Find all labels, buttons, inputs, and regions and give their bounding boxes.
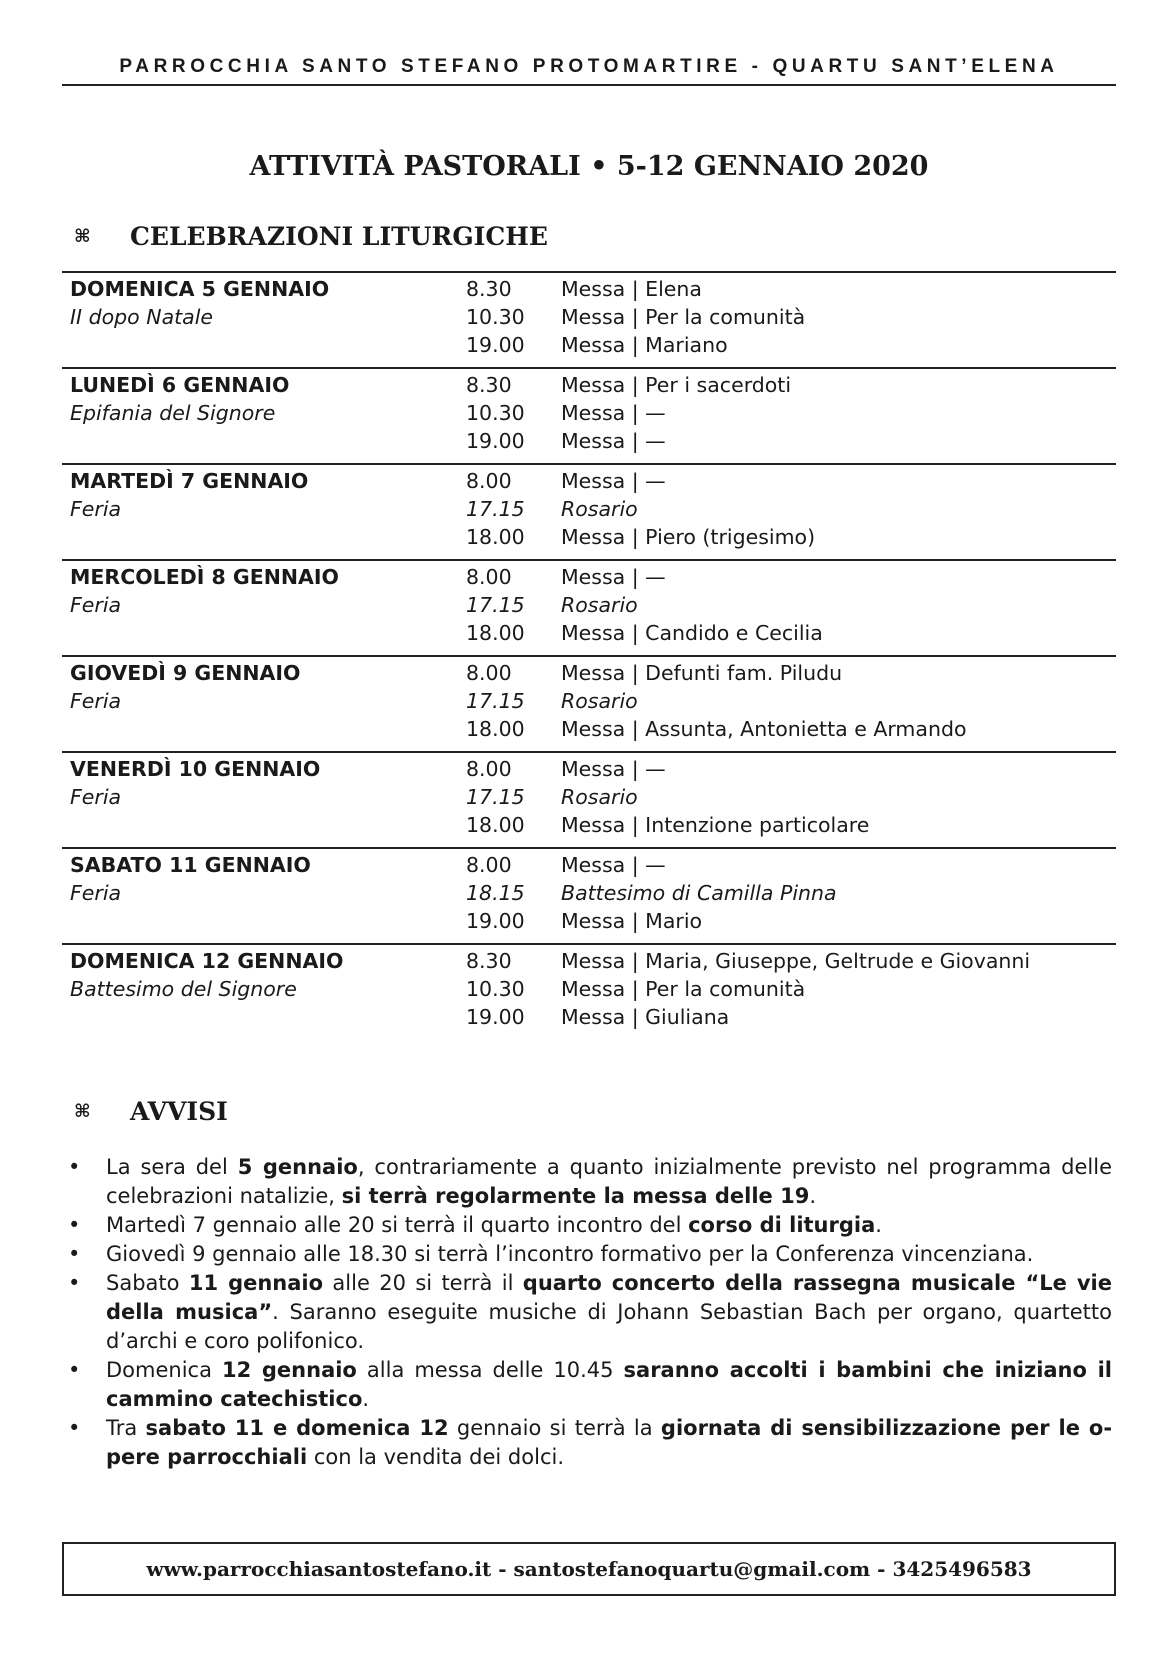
section-heading-celebrations xyxy=(62,222,1116,251)
bullet-icon: • xyxy=(68,1358,81,1382)
notice-text: La sera del xyxy=(106,1155,238,1179)
day-subtitle: Epifania del Signore xyxy=(70,401,276,425)
day-label xyxy=(62,947,466,1031)
event-column xyxy=(561,371,1116,455)
day-subtitle: Feria xyxy=(70,593,122,617)
event-description: Battesimo di Camilla Pinna xyxy=(561,881,837,905)
section-marker-icon: ⌘ xyxy=(74,1101,91,1122)
event-time: 8.00 xyxy=(466,757,512,781)
day-label xyxy=(62,755,466,839)
event-description: Messa | Defunti fam. Piludu xyxy=(561,661,843,685)
event-time: 17.15 xyxy=(466,593,525,617)
notice-text: alle 20 si terrà il xyxy=(323,1271,523,1295)
event-time: 19.00 xyxy=(466,909,525,933)
notice-emphasis: 5 gennaio xyxy=(237,1155,358,1179)
notice-text: Giovedì 9 gennaio alle 18.30 si terrà l’incontro formativo per la Conferenza vincenziana. xyxy=(106,1242,1034,1266)
event-time: 18.00 xyxy=(466,621,525,645)
event-description: Messa | — xyxy=(561,401,666,425)
day-label xyxy=(62,851,466,935)
day-name: GIOVEDÌ 9 GENNAIO xyxy=(70,661,301,685)
event-description: Rosario xyxy=(561,785,638,809)
section-heading-notices xyxy=(62,1097,1116,1126)
day-name: MERCOLEDÌ 8 GENNAIO xyxy=(70,565,339,589)
notice-emphasis: quarto concerto della rassegna musicale “Le vie della musica” xyxy=(106,1271,1112,1324)
notice-text: , contrariamente a quanto inizialmente previsto nel programma delle celebrazioni natalizie, xyxy=(106,1155,1112,1208)
schedule-day xyxy=(62,367,1116,463)
event-description: Messa | Piero (trigesimo) xyxy=(561,525,816,549)
notice-item xyxy=(62,1240,1116,1269)
bullet-icon: • xyxy=(68,1155,81,1179)
event-column xyxy=(561,755,1116,839)
event-time: 10.30 xyxy=(466,305,525,329)
event-description: Messa | Candido e Cecilia xyxy=(561,621,823,645)
notice-emphasis: 12 gennaio xyxy=(222,1358,357,1382)
day-subtitle: II dopo Natale xyxy=(70,305,214,329)
notice-text: Sabato xyxy=(106,1271,189,1295)
notice-item xyxy=(62,1414,1116,1472)
event-time: 8.00 xyxy=(466,853,512,877)
event-time: 17.15 xyxy=(466,497,525,521)
bullet-icon: • xyxy=(68,1271,81,1295)
day-name: VENERDÌ 10 GENNAIO xyxy=(70,757,321,781)
event-column xyxy=(561,467,1116,551)
event-time: 19.00 xyxy=(466,333,525,357)
parish-header: PARROCCHIA SANTO STEFANO PROTOMARTIRE - QUARTU SANT’ELENA xyxy=(62,56,1116,86)
notice-item xyxy=(62,1269,1116,1356)
section-marker-icon: ⌘ xyxy=(74,226,91,247)
event-column xyxy=(561,851,1116,935)
event-time: 18.00 xyxy=(466,525,525,549)
notice-text: Tra xyxy=(106,1416,146,1440)
day-subtitle: Feria xyxy=(70,785,122,809)
bullet-icon: • xyxy=(68,1242,81,1266)
bulletin-page xyxy=(62,0,1116,1654)
notice-text: . xyxy=(362,1387,370,1411)
event-time: 10.30 xyxy=(466,977,525,1001)
event-description: Messa | Mariano xyxy=(561,333,728,357)
event-time: 8.30 xyxy=(466,277,512,301)
notice-emphasis: sabato 11 e domenica 12 xyxy=(145,1416,449,1440)
notice-emphasis: giornata di sensibilizzazione per le opere parrocchiali xyxy=(106,1416,1113,1469)
event-time: 19.00 xyxy=(466,1005,525,1029)
notice-text: . xyxy=(875,1213,882,1237)
schedule-day xyxy=(62,847,1116,943)
event-description: Messa | — xyxy=(561,853,666,877)
event-description: Rosario xyxy=(561,689,638,713)
notice-emphasis: corso di liturgia xyxy=(688,1213,876,1237)
day-name: LUNEDÌ 6 GENNAIO xyxy=(70,373,290,397)
contact-footer: www.parrocchiasantostefano.it - santostefanoquartu@gmail.com - 3425496583 xyxy=(62,1542,1116,1596)
day-label xyxy=(62,467,466,551)
notice-emphasis: 11 gennaio xyxy=(188,1271,324,1295)
bullet-icon: • xyxy=(68,1213,81,1237)
page-title: ATTIVITÀ PASTORALI • 5-12 GENNAIO 2020 xyxy=(249,151,929,182)
event-time: 17.15 xyxy=(466,785,525,809)
notice-text: alla messa delle 10.45 xyxy=(356,1358,624,1382)
event-description: Messa | Elena xyxy=(561,277,702,301)
event-description: Messa | Per la comunità xyxy=(561,305,806,329)
celebrations-schedule xyxy=(62,271,1116,1039)
notice-item xyxy=(62,1211,1116,1240)
section-title: AVVISI xyxy=(130,1097,228,1126)
event-time: 17.15 xyxy=(466,689,525,713)
day-subtitle: Battesimo del Signore xyxy=(70,977,297,1001)
schedule-day xyxy=(62,559,1116,655)
event-column xyxy=(561,275,1116,359)
time-column xyxy=(466,467,561,551)
notice-emphasis: saranno accolti i bambini che iniziano il cammino catechistico xyxy=(106,1358,1113,1411)
time-column xyxy=(466,851,561,935)
event-description: Messa | — xyxy=(561,757,666,781)
day-subtitle: Feria xyxy=(70,497,122,521)
event-description: Messa | — xyxy=(561,429,666,453)
event-time: 8.30 xyxy=(466,949,512,973)
event-description: Messa | Giuliana xyxy=(561,1005,730,1029)
notice-text: gennaio si terrà la xyxy=(448,1416,661,1440)
day-label xyxy=(62,275,466,359)
notices-list xyxy=(62,1153,1116,1472)
notice-text: Domenica xyxy=(106,1358,222,1382)
event-description: Messa | — xyxy=(561,469,666,493)
time-column xyxy=(466,755,561,839)
event-column xyxy=(561,659,1116,743)
notice-text: con la vendita dei dolci. xyxy=(307,1445,565,1469)
time-column xyxy=(466,659,561,743)
time-column xyxy=(466,563,561,647)
event-description: Rosario xyxy=(561,497,638,521)
notice-text: Martedì 7 gennaio alle 20 si terrà il quarto incontro del xyxy=(106,1213,689,1237)
notice-item xyxy=(62,1356,1116,1414)
day-name: DOMENICA 5 GENNAIO xyxy=(70,277,330,301)
section-title: CELEBRAZIONI LITURGICHE xyxy=(130,222,548,251)
event-time: 18.00 xyxy=(466,813,525,837)
event-description: Messa | — xyxy=(561,565,666,589)
event-description: Messa | Maria, Giuseppe, Geltrude e Giovanni xyxy=(561,949,1031,973)
event-time: 8.00 xyxy=(466,661,512,685)
schedule-day xyxy=(62,943,1116,1039)
day-subtitle: Feria xyxy=(70,881,122,905)
bullet-icon: • xyxy=(68,1416,81,1440)
schedule-day xyxy=(62,751,1116,847)
schedule-day xyxy=(62,463,1116,559)
event-time: 8.00 xyxy=(466,565,512,589)
day-label xyxy=(62,659,466,743)
event-description: Rosario xyxy=(561,593,638,617)
event-column xyxy=(561,563,1116,647)
day-name: SABATO 11 GENNAIO xyxy=(70,853,311,877)
notice-emphasis: si terrà regolarmente la messa delle 19 xyxy=(341,1184,810,1208)
event-time: 18.15 xyxy=(466,881,525,905)
day-subtitle: Feria xyxy=(70,689,122,713)
event-time: 18.00 xyxy=(466,717,525,741)
notice-text: . xyxy=(809,1184,817,1208)
event-description: Messa | Per la comunità xyxy=(561,977,806,1001)
day-label xyxy=(62,371,466,455)
event-time: 19.00 xyxy=(466,429,525,453)
day-label xyxy=(62,563,466,647)
event-description: Messa | Assunta, Antonietta e Armando xyxy=(561,717,967,741)
time-column xyxy=(466,371,561,455)
event-description: Messa | Mario xyxy=(561,909,703,933)
notice-text: . Saranno eseguite musiche di Johann Sebastian Bach per organo, quartetto d’archi e coro polifonico. xyxy=(106,1300,1112,1353)
schedule-day xyxy=(62,655,1116,751)
event-time: 10.30 xyxy=(466,401,525,425)
schedule-day xyxy=(62,271,1116,367)
event-column xyxy=(561,947,1116,1031)
event-description: Messa | Intenzione particolare xyxy=(561,813,870,837)
day-name: DOMENICA 12 GENNAIO xyxy=(70,949,344,973)
event-time: 8.00 xyxy=(466,469,512,493)
day-name: MARTEDÌ 7 GENNAIO xyxy=(70,469,309,493)
time-column xyxy=(466,275,561,359)
time-column xyxy=(466,947,561,1031)
event-description: Messa | Per i sacerdoti xyxy=(561,373,792,397)
notice-item xyxy=(62,1153,1116,1211)
event-time: 8.30 xyxy=(466,373,512,397)
